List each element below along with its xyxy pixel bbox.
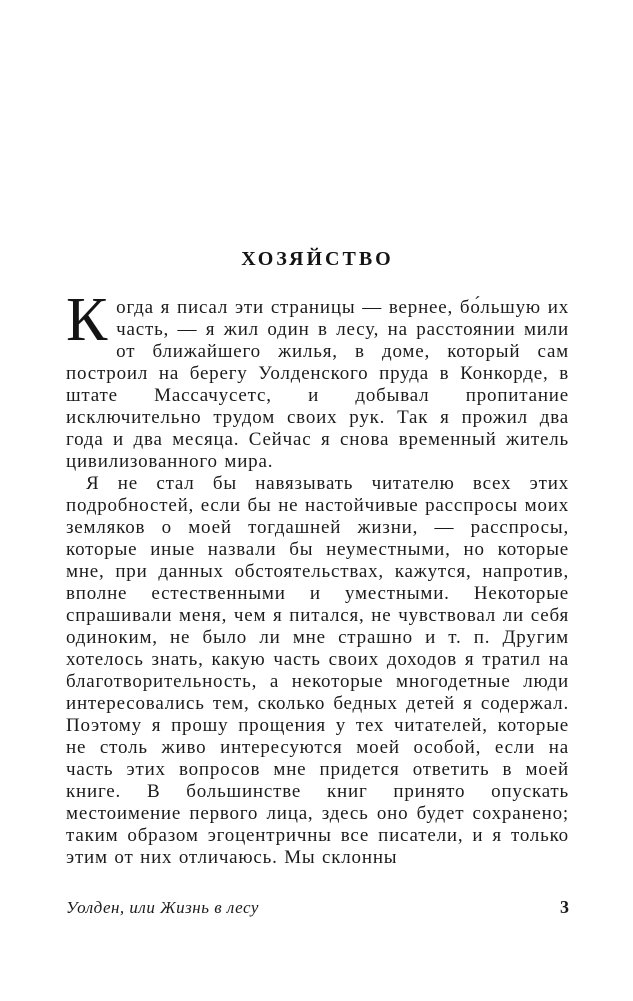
running-title: Уолден, или Жизнь в лесу — [66, 898, 259, 917]
paragraph-text: огда я писал эти страницы — вернее, бо́льшую их часть, — я жил один в лесу, на расстоянии мили от ближайшего жилья, в доме, который сам построил на берегу Уолденского пруда в Конкорде, в штате Массачусетс, и добывал пропитание исключительно трудом своих рук. Так я прожил два года и два месяца. Сейчас я снова временный житель цивилизованного мира. — [66, 297, 569, 472]
chapter-title: ХОЗЯЙСТВО — [241, 248, 394, 270]
paragraph — [66, 286, 569, 473]
page-number: 3 — [560, 897, 569, 917]
paragraph-text: Я не стал бы навязывать читателю всех этих подробностей, если бы не настойчивые расспросы моих земляков о моей тогдашней жизни, — расспросы, которые иные назвали бы неуместными, но которые мне, при данных обстоятельствах, кажутся, напротив, вполне естественными и уместными. Некоторые спрашивали меня, чем я питался, не чувствовал ли себя одиноким, не было ли мне страшно и т. п. Другим хотелось знать, какую часть своих доходов я тратил на благотворительность, а некоторые многодетные люди интересовались тем, сколько бедных детей я содержал. Поэтому я прошу прощения у тех читателей, которые не столь живо интересуются моей особой, если на часть этих вопросов мне придется ответить в моей книге. В большинстве книг принято опускать местоимение первого лица, здесь оно будет сохранено; таким образом эгоцентричны все писатели, и я только этим от них отличаюсь. Мы склонны — [66, 473, 569, 868]
page-footer — [66, 897, 569, 918]
paragraph — [66, 473, 569, 869]
dropcap-letter: К — [66, 286, 109, 354]
